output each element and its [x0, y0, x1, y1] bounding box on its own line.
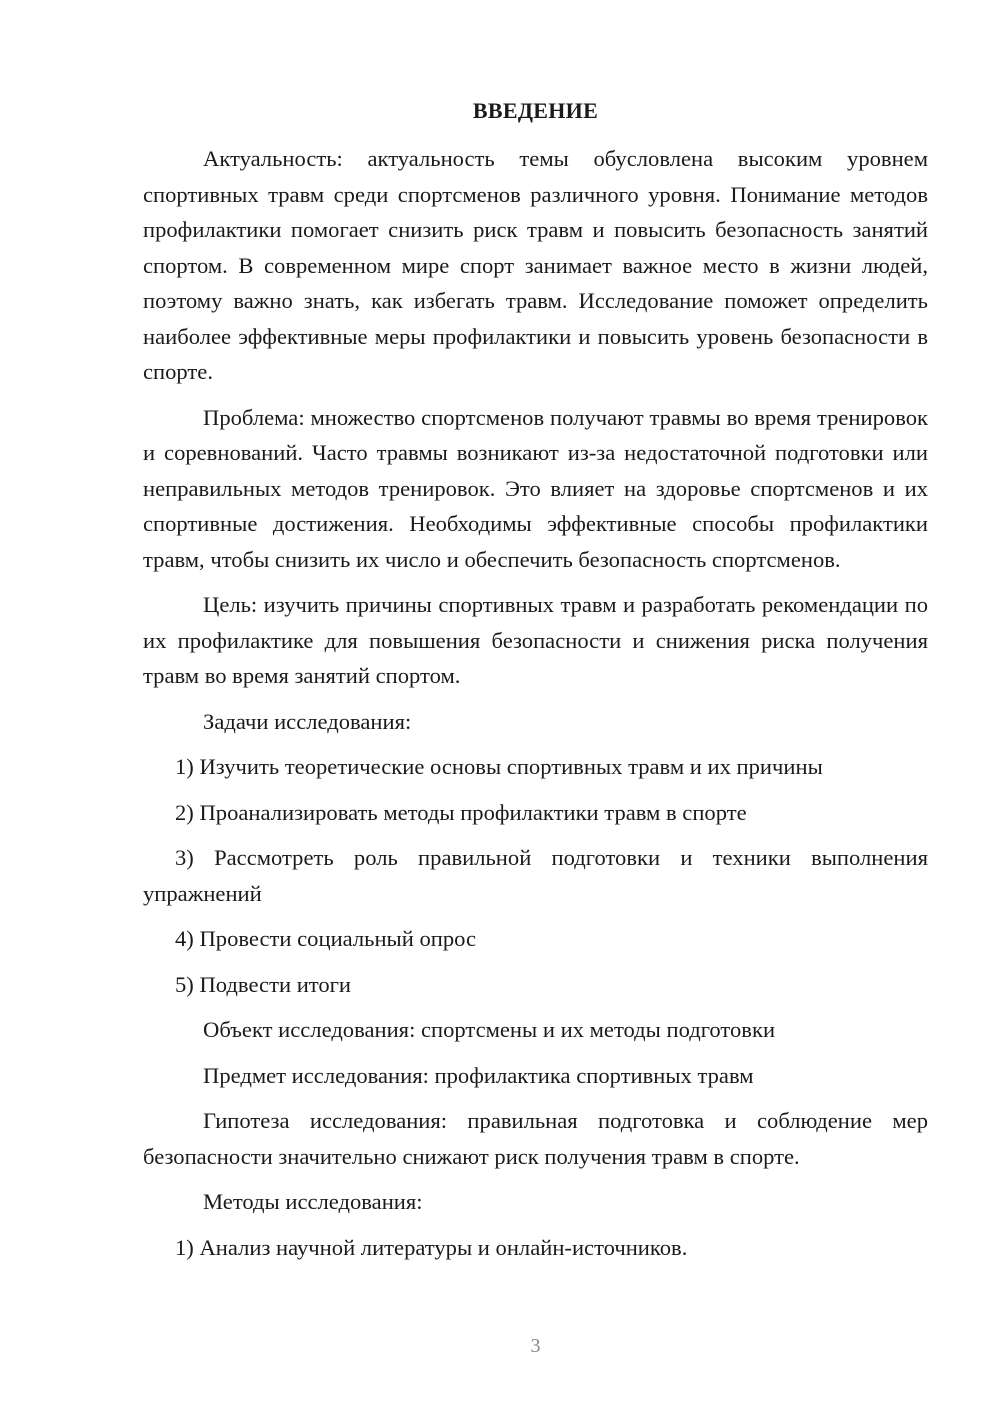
- list-item: 5) Подвести итоги: [175, 971, 352, 997]
- problem-paragraph: Проблема: множество спортсменов получают травмы во время тренировок и соревнований. Часто травмы возникают из-за недостаточной подготовки или неправильных методов тренировок. Это влияет на здоровье спортсменов и их спортивные достижения. Необходимы эффективные способы профилактики травм, чтобы снизить их число и обеспечить безопасность спортсменов.: [143, 404, 928, 572]
- relevance-paragraph: Актуальность: актуальность темы обусловлена высоким уровнем спортивных травм среди спортсменов различного уровня. Понимание методов профилактики помогает снизить риск травм и повысить безопасность занятий спортом. В современном мире спорт занимает важное место в жизни людей, поэтому важно знать, как избегать травм. Исследование поможет определить наиболее эффективные меры профилактики и повысить уровень безопасности в спорте.: [143, 146, 928, 384]
- list-item: 1) Анализ научной литературы и онлайн-источников.: [175, 1234, 688, 1260]
- object-paragraph: Объект исследования: спортсмены и их методы подготовки: [203, 1017, 776, 1042]
- list-item: 3) Рассмотреть роль правильной подготовки и техники выполнения упражнений: [143, 845, 928, 906]
- subject-paragraph: Предмет исследования: профилактика спортивных травм: [203, 1062, 754, 1088]
- methods-heading: Методы исследования:: [203, 1189, 423, 1214]
- hypothesis-paragraph: Гипотеза исследования: правильная подготовка и соблюдение мер безопасности значительно снижают риск получения травм в спорте.: [143, 1108, 928, 1169]
- goal-paragraph: Цель: изучить причины спортивных травм и разработать рекомендации по их профилактике для повышения безопасности и снижения риска получения травм во время занятий спортом.: [143, 592, 928, 688]
- page-title: ВВЕДЕНИЕ: [472, 98, 599, 123]
- document-page: [143, 0, 928, 1414]
- tasks-heading: Задачи исследования:: [203, 708, 412, 734]
- list-item: 4) Провести социальный опрос: [175, 926, 477, 951]
- page-number: 3: [530, 1335, 541, 1357]
- document-body: [143, 141, 928, 1275]
- methods-list: [143, 1230, 928, 1266]
- tasks-list: [143, 749, 928, 1002]
- list-item: 2) Проанализировать методы профилактики травм в спорте: [175, 799, 747, 825]
- list-item: 1) Изучить теоретические основы спортивных травм и их причины: [175, 754, 823, 779]
